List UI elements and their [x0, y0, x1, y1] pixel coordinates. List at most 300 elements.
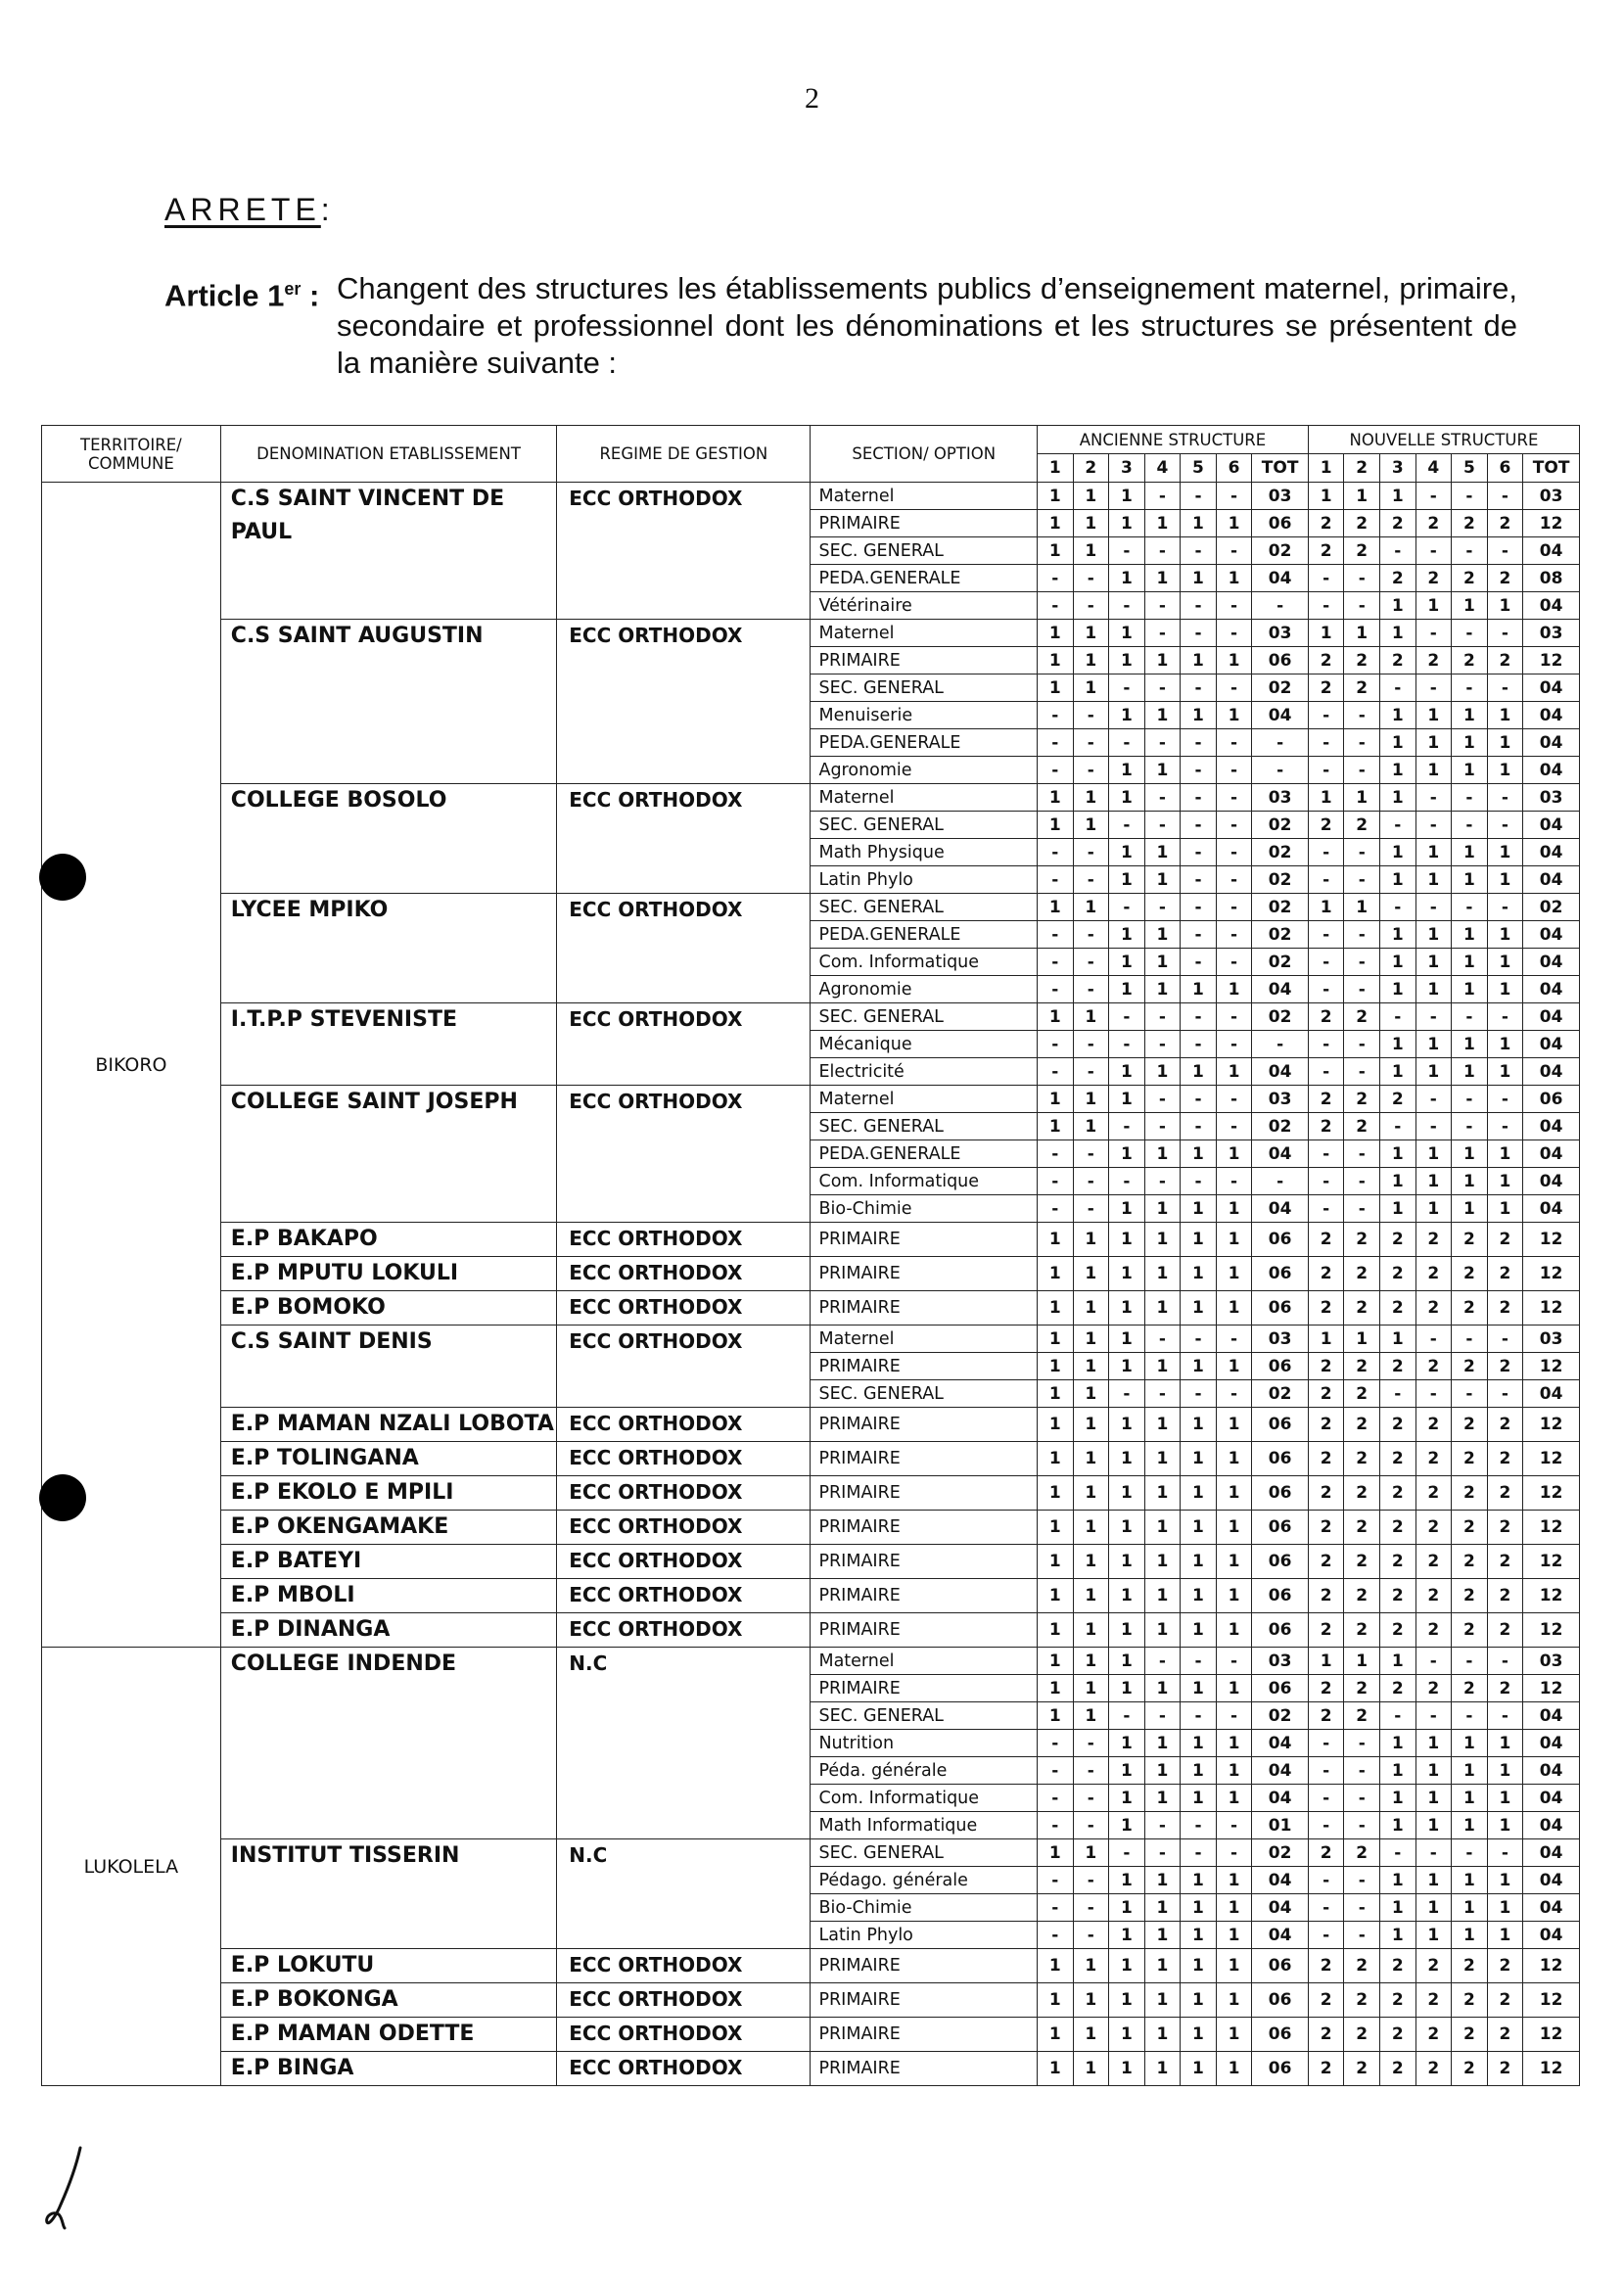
ancienne-cell: 1 [1216, 1949, 1252, 1983]
nouvelle-cell: 1 [1380, 729, 1416, 757]
ancienne-cell: - [1181, 1648, 1217, 1675]
ancienne-cell: 1 [1038, 1613, 1074, 1648]
table-row [42, 1511, 1580, 1545]
ancienne-cell: - [1181, 894, 1217, 921]
regime-cell: N.C [557, 1648, 811, 1839]
ancienne-cell: - [1109, 674, 1145, 702]
section-cell: SEC. GENERAL [811, 894, 1038, 921]
nouvelle-cell: - [1308, 1894, 1344, 1922]
nouvelle-cell: 1 [1452, 1195, 1488, 1223]
nouvelle-cell: 1 [1380, 1195, 1416, 1223]
ancienne-cell: - [1073, 1168, 1109, 1195]
section-cell: PRIMAIRE [811, 1408, 1038, 1442]
nouvelle-cell: 12 [1523, 1983, 1580, 2018]
ancienne-cell: 1 [1144, 839, 1181, 866]
nouvelle-cell: - [1452, 1113, 1488, 1140]
table-row [42, 1223, 1580, 1257]
section-cell: Pédago. générale [811, 1867, 1038, 1894]
ancienne-cell: 1 [1109, 1442, 1145, 1476]
section-cell: PRIMAIRE [811, 1353, 1038, 1380]
nouvelle-cell: - [1344, 1785, 1380, 1812]
nouvelle-cell: 12 [1523, 647, 1580, 674]
new-header-3: 3 [1380, 454, 1416, 483]
ancienne-cell: 1 [1144, 510, 1181, 537]
ancienne-cell: 1 [1109, 1086, 1145, 1113]
ancienne-cell: 1 [1144, 1983, 1181, 2018]
table-row [42, 1983, 1580, 2018]
ancienne-cell: 1 [1216, 2018, 1252, 2052]
school-name: COLLEGE BOSOLO [220, 784, 556, 894]
nouvelle-cell: 12 [1523, 1257, 1580, 1291]
ancienne-cell: 1 [1181, 1922, 1217, 1949]
nouvelle-cell: 2 [1415, 1511, 1452, 1545]
ancienne-cell: 02 [1252, 1380, 1309, 1408]
nouvelle-cell: - [1308, 1058, 1344, 1086]
ancienne-cell: 1 [1216, 1442, 1252, 1476]
ancienne-cell: 1 [1073, 812, 1109, 839]
school-name: COLLEGE SAINT JOSEPH [220, 1086, 556, 1223]
ancienne-cell: 1 [1109, 757, 1145, 784]
punch-hole [39, 1474, 86, 1521]
nouvelle-cell: 1 [1415, 1195, 1452, 1223]
ancienne-cell: - [1181, 1113, 1217, 1140]
ancienne-cell: - [1038, 1168, 1074, 1195]
nouvelle-cell: 1 [1380, 757, 1416, 784]
ancienne-cell: 1 [1144, 2052, 1181, 2086]
nouvelle-cell: - [1415, 1003, 1452, 1031]
nouvelle-cell: 04 [1523, 949, 1580, 976]
regime-cell: ECC ORTHODOX [557, 1223, 811, 1257]
school-name: E.P LOKUTU [220, 1949, 556, 1983]
nouvelle-cell: 2 [1308, 1476, 1344, 1511]
nouvelle-cell: 1 [1344, 894, 1380, 921]
nouvelle-cell: 1 [1487, 702, 1523, 729]
table-row [42, 1545, 1580, 1579]
nouvelle-cell: 2 [1487, 1983, 1523, 2018]
ancienne-cell: 1 [1073, 1675, 1109, 1702]
ancienne-cell: - [1073, 1785, 1109, 1812]
ancienne-cell: 1 [1181, 1511, 1217, 1545]
ancienne-cell: 1 [1144, 1353, 1181, 1380]
ancienne-cell: 1 [1181, 1983, 1217, 2018]
nouvelle-cell: 2 [1380, 1223, 1416, 1257]
ancienne-cell: 02 [1252, 812, 1309, 839]
nouvelle-cell: - [1344, 1812, 1380, 1839]
nouvelle-cell: - [1344, 1195, 1380, 1223]
nouvelle-cell: - [1415, 894, 1452, 921]
nouvelle-cell: 1 [1452, 1812, 1488, 1839]
nouvelle-cell: 04 [1523, 702, 1580, 729]
ancienne-cell: 1 [1144, 1949, 1181, 1983]
nouvelle-cell: 1 [1487, 1195, 1523, 1223]
ancienne-cell: 1 [1144, 565, 1181, 592]
ancienne-cell: - [1109, 592, 1145, 620]
nouvelle-cell: 2 [1452, 565, 1488, 592]
ancienne-cell: 1 [1216, 1353, 1252, 1380]
nouvelle-cell: 2 [1415, 1545, 1452, 1579]
ancienne-cell: - [1038, 729, 1074, 757]
ancienne-cell: 1 [1216, 1195, 1252, 1223]
ancienne-cell: 06 [1252, 1353, 1309, 1380]
nouvelle-cell: 04 [1523, 1812, 1580, 1839]
nouvelle-cell: 2 [1308, 2018, 1344, 2052]
regime-cell: ECC ORTHODOX [557, 1291, 811, 1326]
nouvelle-cell: - [1308, 866, 1344, 894]
section-cell: PRIMAIRE [811, 2052, 1038, 2086]
ancienne-cell: - [1144, 674, 1181, 702]
nouvelle-cell: - [1344, 866, 1380, 894]
ancienne-cell: - [1181, 921, 1217, 949]
ancienne-cell: - [1109, 894, 1145, 921]
nouvelle-cell: 1 [1415, 757, 1452, 784]
ancienne-cell: - [1216, 674, 1252, 702]
section-cell: SEC. GENERAL [811, 1113, 1038, 1140]
ancienne-cell: 1 [1038, 2052, 1074, 2086]
ancienne-cell: - [1038, 1031, 1074, 1058]
nouvelle-cell: 1 [1380, 702, 1416, 729]
ancienne-cell: 1 [1144, 1511, 1181, 1545]
nouvelle-cell: 1 [1487, 976, 1523, 1003]
nouvelle-cell: - [1415, 1326, 1452, 1353]
ancienne-cell: 06 [1252, 1442, 1309, 1476]
nouvelle-cell: 1 [1380, 1168, 1416, 1195]
ancienne-cell: - [1038, 592, 1074, 620]
school-name: E.P MAMAN ODETTE [220, 2018, 556, 2052]
ancienne-cell: - [1073, 592, 1109, 620]
nouvelle-cell: - [1415, 784, 1452, 812]
regime-cell: ECC ORTHODOX [557, 1476, 811, 1511]
article-label [164, 270, 319, 314]
nouvelle-cell: 1 [1380, 1867, 1416, 1894]
section-cell: SEC. GENERAL [811, 674, 1038, 702]
nouvelle-cell: - [1487, 812, 1523, 839]
ancienne-cell: 04 [1252, 1922, 1309, 1949]
nouvelle-cell: 04 [1523, 921, 1580, 949]
regime-cell: ECC ORTHODOX [557, 1983, 811, 2018]
nouvelle-cell: 1 [1380, 1757, 1416, 1785]
ancienne-cell: - [1144, 1380, 1181, 1408]
ancienne-cell: 02 [1252, 921, 1309, 949]
old-header-3: 3 [1109, 454, 1145, 483]
nouvelle-cell: 1 [1415, 1058, 1452, 1086]
ancienne-cell: 06 [1252, 1223, 1309, 1257]
nouvelle-cell: 2 [1380, 2052, 1416, 2086]
nouvelle-cell: - [1344, 1058, 1380, 1086]
nouvelle-cell: 2 [1308, 647, 1344, 674]
ancienne-cell: 1 [1073, 647, 1109, 674]
nouvelle-cell: - [1452, 537, 1488, 565]
nouvelle-cell: 2 [1308, 1353, 1344, 1380]
nouvelle-cell: 2 [1344, 1511, 1380, 1545]
nouvelle-cell: 2 [1308, 674, 1344, 702]
nouvelle-cell: 2 [1380, 647, 1416, 674]
nouvelle-cell: 2 [1415, 1949, 1452, 1983]
punch-hole [39, 854, 86, 901]
ancienne-cell: - [1073, 1058, 1109, 1086]
ancienne-cell: 1 [1038, 1648, 1074, 1675]
ancienne-cell: 1 [1109, 1326, 1145, 1353]
ancienne-cell: 02 [1252, 1839, 1309, 1867]
nouvelle-cell: - [1452, 812, 1488, 839]
ancienne-cell: 1 [1073, 894, 1109, 921]
ancienne-cell: - [1144, 592, 1181, 620]
nouvelle-cell: 12 [1523, 2018, 1580, 2052]
nouvelle-cell: 2 [1487, 1291, 1523, 1326]
new-header-1: 1 [1308, 454, 1344, 483]
nouvelle-cell: 1 [1380, 1058, 1416, 1086]
ancienne-cell: 04 [1252, 1757, 1309, 1785]
ancienne-cell: - [1073, 1867, 1109, 1894]
nouvelle-cell: 1 [1487, 1058, 1523, 1086]
nouvelle-cell: 1 [1452, 1058, 1488, 1086]
ancienne-cell: 1 [1038, 1086, 1074, 1113]
nouvelle-cell: 04 [1523, 729, 1580, 757]
header-denomination: DENOMINATION ETABLISSEMENT [220, 426, 556, 483]
nouvelle-cell: 1 [1487, 921, 1523, 949]
nouvelle-cell: 1 [1380, 976, 1416, 1003]
ancienne-cell: 1 [1109, 565, 1145, 592]
ancienne-cell: - [1181, 674, 1217, 702]
nouvelle-cell: 2 [1344, 537, 1380, 565]
nouvelle-cell: 1 [1452, 1031, 1488, 1058]
ancienne-cell: 1 [1073, 1949, 1109, 1983]
ancienne-cell: 01 [1252, 1812, 1309, 1839]
article-text: Changent des structures les établissements publics d’enseignement maternel, primaire, secondaire et professionnel dont les dénominations et les structures se présentent de la manière suivante : [337, 271, 1517, 380]
nouvelle-cell: - [1487, 1113, 1523, 1140]
nouvelle-cell: 03 [1523, 483, 1580, 510]
table-row [42, 1086, 1580, 1113]
ancienne-cell: 1 [1038, 1579, 1074, 1613]
ancienne-cell: 1 [1073, 1511, 1109, 1545]
nouvelle-cell: 08 [1523, 565, 1580, 592]
nouvelle-cell: 1 [1415, 1812, 1452, 1839]
nouvelle-cell: 04 [1523, 1168, 1580, 1195]
nouvelle-cell: 1 [1415, 1031, 1452, 1058]
ancienne-cell: 1 [1109, 976, 1145, 1003]
ancienne-cell: - [1216, 1031, 1252, 1058]
ancienne-cell: 1 [1144, 1613, 1181, 1648]
nouvelle-cell: - [1452, 1326, 1488, 1353]
ancienne-cell: - [1144, 1003, 1181, 1031]
nouvelle-cell: 1 [1487, 1168, 1523, 1195]
nouvelle-cell: 2 [1380, 1579, 1416, 1613]
nouvelle-cell: - [1380, 1839, 1416, 1867]
ancienne-cell: 1 [1038, 483, 1074, 510]
nouvelle-cell: 2 [1487, 1949, 1523, 1983]
ancienne-cell: 03 [1252, 784, 1309, 812]
ancienne-cell: 1 [1038, 1511, 1074, 1545]
nouvelle-cell: 2 [1308, 1291, 1344, 1326]
regime-cell: ECC ORTHODOX [557, 1408, 811, 1442]
ancienne-cell: 1 [1181, 1195, 1217, 1223]
table-row [42, 1476, 1580, 1511]
ancienne-cell: 1 [1216, 1476, 1252, 1511]
table-row [42, 894, 1580, 921]
ancienne-cell: 1 [1109, 1511, 1145, 1545]
header-regime: REGIME DE GESTION [557, 426, 811, 483]
section-cell: Nutrition [811, 1730, 1038, 1757]
nouvelle-cell: 2 [1344, 647, 1380, 674]
nouvelle-cell: 2 [1452, 647, 1488, 674]
nouvelle-cell: 2 [1380, 1086, 1416, 1113]
ancienne-cell: - [1038, 702, 1074, 729]
header-nouvelle: NOUVELLE STRUCTURE [1308, 426, 1579, 454]
ancienne-cell: 1 [1144, 1545, 1181, 1579]
nouvelle-cell: 2 [1308, 1511, 1344, 1545]
regime-cell: ECC ORTHODOX [557, 1086, 811, 1223]
ancienne-cell: 06 [1252, 1257, 1309, 1291]
old-header-2: 2 [1073, 454, 1109, 483]
nouvelle-cell: 1 [1452, 839, 1488, 866]
nouvelle-cell: 2 [1452, 1408, 1488, 1442]
nouvelle-cell: 1 [1487, 1140, 1523, 1168]
ancienne-cell: - [1181, 757, 1217, 784]
nouvelle-cell: 2 [1344, 1353, 1380, 1380]
table-row [42, 1949, 1580, 1983]
nouvelle-cell: - [1380, 537, 1416, 565]
nouvelle-cell: 1 [1380, 483, 1416, 510]
ancienne-cell: 1 [1144, 1442, 1181, 1476]
table-row [42, 1003, 1580, 1031]
header-section: SECTION/ OPTION [811, 426, 1038, 483]
ancienne-cell: 1 [1038, 784, 1074, 812]
ancienne-cell: 1 [1181, 1353, 1217, 1380]
ancienne-cell: - [1038, 866, 1074, 894]
ancienne-cell: 1 [1181, 1442, 1217, 1476]
section-cell: Maternel [811, 1086, 1038, 1113]
nouvelle-cell: - [1452, 1380, 1488, 1408]
ancienne-cell: - [1073, 1195, 1109, 1223]
ancienne-cell: - [1216, 537, 1252, 565]
ancienne-cell: - [1144, 784, 1181, 812]
nouvelle-cell: - [1487, 1003, 1523, 1031]
ancienne-cell: 02 [1252, 1113, 1309, 1140]
ancienne-cell: 04 [1252, 1867, 1309, 1894]
ancienne-cell: 1 [1144, 1257, 1181, 1291]
ancienne-cell: 1 [1181, 510, 1217, 537]
ancienne-cell: 1 [1181, 1613, 1217, 1648]
ancienne-cell: 1 [1216, 1867, 1252, 1894]
ancienne-cell: - [1181, 1812, 1217, 1839]
ancienne-cell: 1 [1109, 1949, 1145, 1983]
ancienne-cell: 04 [1252, 702, 1309, 729]
section-cell: Agronomie [811, 976, 1038, 1003]
ancienne-cell: 1 [1144, 1195, 1181, 1223]
section-cell: Electricité [811, 1058, 1038, 1086]
ancienne-cell: - [1181, 1003, 1217, 1031]
nouvelle-cell: 2 [1380, 1983, 1416, 2018]
nouvelle-cell: - [1380, 894, 1416, 921]
regime-cell: ECC ORTHODOX [557, 1257, 811, 1291]
section-cell: PRIMAIRE [811, 2018, 1038, 2052]
nouvelle-cell: 2 [1380, 1353, 1416, 1380]
ancienne-cell: 1 [1073, 537, 1109, 565]
nouvelle-cell: 2 [1344, 1702, 1380, 1730]
nouvelle-cell: - [1487, 1380, 1523, 1408]
ancienne-cell: 02 [1252, 537, 1309, 565]
nouvelle-cell: - [1487, 1648, 1523, 1675]
ancienne-cell: 1 [1216, 565, 1252, 592]
nouvelle-cell: 2 [1487, 1511, 1523, 1545]
ancienne-cell: - [1144, 537, 1181, 565]
ancienne-cell: 1 [1038, 1003, 1074, 1031]
ancienne-cell: - [1181, 812, 1217, 839]
ancienne-cell: - [1216, 1168, 1252, 1195]
nouvelle-cell: 2 [1344, 1949, 1380, 1983]
section-cell: Math Physique [811, 839, 1038, 866]
ancienne-cell: 1 [1038, 1408, 1074, 1442]
ancienne-cell: - [1109, 812, 1145, 839]
ancienne-cell: 1 [1038, 1949, 1074, 1983]
nouvelle-cell: 2 [1380, 1511, 1416, 1545]
nouvelle-cell: 2 [1308, 1223, 1344, 1257]
ancienne-cell: - [1216, 1380, 1252, 1408]
ancienne-cell: 1 [1181, 702, 1217, 729]
nouvelle-cell: 2 [1487, 1579, 1523, 1613]
ancienne-cell: - [1252, 592, 1309, 620]
ancienne-cell: 1 [1216, 1058, 1252, 1086]
ancienne-cell: 02 [1252, 839, 1309, 866]
table-row [42, 483, 1580, 510]
nouvelle-cell: - [1308, 839, 1344, 866]
ancienne-cell: - [1216, 1086, 1252, 1113]
ancienne-cell: 1 [1109, 866, 1145, 894]
ancienne-cell: 1 [1109, 1353, 1145, 1380]
section-cell: Agronomie [811, 757, 1038, 784]
nouvelle-cell: - [1344, 565, 1380, 592]
section-cell: Latin Phylo [811, 1922, 1038, 1949]
nouvelle-cell: 04 [1523, 839, 1580, 866]
ancienne-cell: - [1038, 1730, 1074, 1757]
nouvelle-cell: 04 [1523, 674, 1580, 702]
nouvelle-cell: 1 [1308, 620, 1344, 647]
ancienne-cell: - [1181, 839, 1217, 866]
ancienne-cell: - [1216, 1326, 1252, 1353]
ancienne-cell: 1 [1144, 1058, 1181, 1086]
school-name: E.P MPUTU LOKULI [220, 1257, 556, 1291]
ancienne-cell: - [1038, 1195, 1074, 1223]
nouvelle-cell: 2 [1308, 1702, 1344, 1730]
regime-cell: ECC ORTHODOX [557, 1949, 811, 1983]
nouvelle-cell: 2 [1308, 1675, 1344, 1702]
ancienne-cell: 1 [1038, 894, 1074, 921]
nouvelle-cell: 2 [1308, 1003, 1344, 1031]
nouvelle-cell: 2 [1380, 1476, 1416, 1511]
ancienne-cell: 1 [1144, 1140, 1181, 1168]
nouvelle-cell: - [1487, 537, 1523, 565]
nouvelle-cell: - [1308, 565, 1344, 592]
ancienne-cell: 1 [1216, 1785, 1252, 1812]
nouvelle-cell: - [1344, 702, 1380, 729]
ancienne-cell: 1 [1038, 1983, 1074, 2018]
nouvelle-cell: - [1452, 1702, 1488, 1730]
nouvelle-cell: 1 [1452, 1140, 1488, 1168]
ancienne-cell: 04 [1252, 976, 1309, 1003]
nouvelle-cell: 2 [1415, 1442, 1452, 1476]
ancienne-cell: 1 [1038, 812, 1074, 839]
nouvelle-cell: 1 [1380, 1648, 1416, 1675]
nouvelle-cell: 2 [1487, 510, 1523, 537]
ancienne-cell: - [1144, 894, 1181, 921]
section-cell: PRIMAIRE [811, 1442, 1038, 1476]
ancienne-cell: 1 [1038, 537, 1074, 565]
nouvelle-cell: 2 [1380, 1257, 1416, 1291]
ancienne-cell: - [1144, 812, 1181, 839]
section-cell: PRIMAIRE [811, 1579, 1038, 1613]
ancienne-cell: - [1038, 921, 1074, 949]
ancienne-cell: 02 [1252, 894, 1309, 921]
ancienne-cell: 1 [1216, 1730, 1252, 1757]
